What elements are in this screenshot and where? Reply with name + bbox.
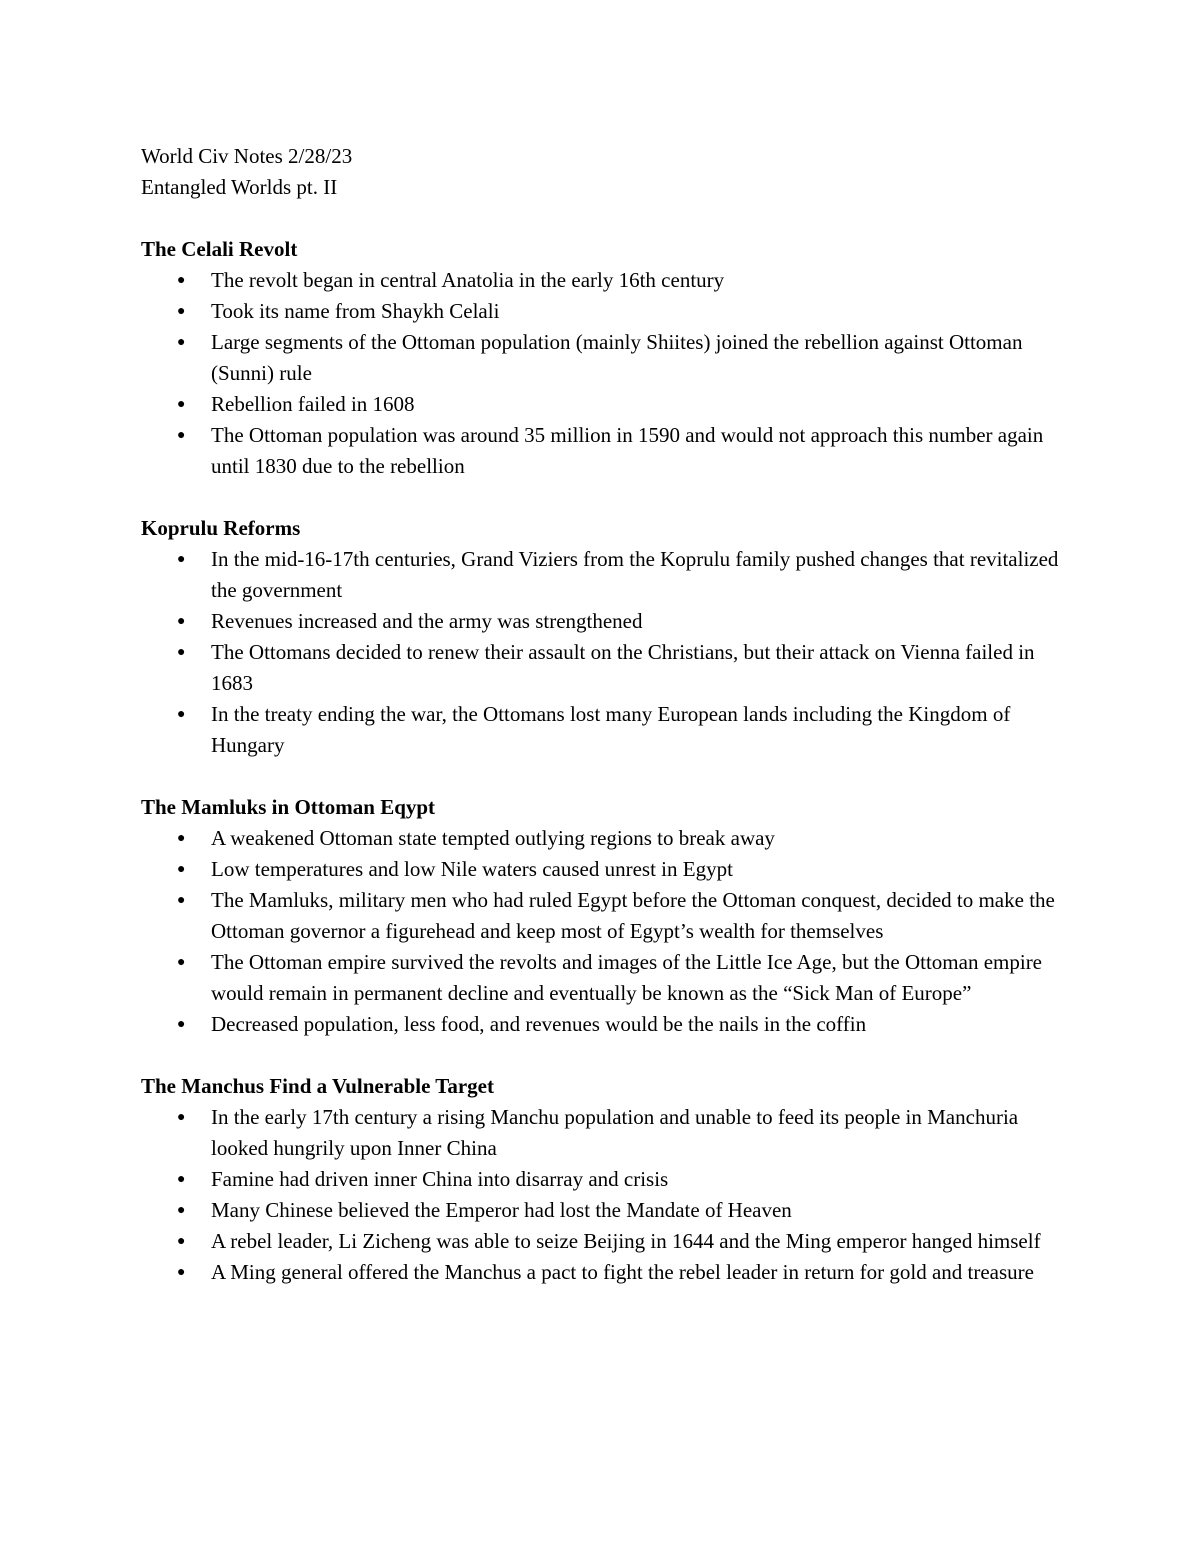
list-item-text: Rebellion failed in 1608 <box>211 392 415 416</box>
list-item-text: The Ottoman population was around 35 million in 1590 and would not approach this number again until 1830 due to the rebellion <box>211 423 1044 478</box>
list-item <box>141 1009 1071 1040</box>
bullet-icon: ● <box>177 397 186 412</box>
list-item <box>141 699 1071 761</box>
list-item-text: Low temperatures and low Nile waters caused unrest in Egypt <box>211 857 733 881</box>
document-page <box>141 141 1071 1288</box>
bullet-icon: ● <box>177 552 186 567</box>
document-title: World Civ Notes 2/28/23 <box>141 144 353 168</box>
list-item <box>141 885 1071 947</box>
bullet-list <box>141 265 1071 482</box>
section-heading: Koprulu Reforms <box>141 516 301 540</box>
list-item-text: The Ottomans decided to renew their assault on the Christians, but their attack on Vienna failed in 1683 <box>211 640 1035 695</box>
bullet-list <box>141 1102 1071 1288</box>
section-heading: The Manchus Find a Vulnerable Target <box>141 1074 494 1098</box>
bullet-icon: ● <box>177 831 186 846</box>
list-item <box>141 1102 1071 1164</box>
list-item-text: Many Chinese believed the Emperor had lost the Mandate of Heaven <box>211 1198 792 1222</box>
list-item-text: The Ottoman empire survived the revolts and images of the Little Ice Age, but the Ottoman empire would remain in permanent decline and eventually be known as the “Sick Man of Europe” <box>211 950 1043 1005</box>
bullet-icon: ● <box>177 893 186 908</box>
section-spacer <box>141 761 1071 792</box>
list-item-text: Decreased population, less food, and revenues would be the nails in the coffin <box>211 1012 867 1036</box>
notes-body <box>141 203 1071 1288</box>
section-spacer <box>141 203 1071 234</box>
list-item <box>141 327 1071 389</box>
bullet-icon: ● <box>177 1203 186 1218</box>
bullet-icon: ● <box>177 955 186 970</box>
bullet-icon: ● <box>177 1110 186 1125</box>
list-item-text: A rebel leader, Li Zicheng was able to seize Beijing in 1644 and the Ming emperor hanged himself <box>211 1229 1041 1253</box>
bullet-list <box>141 823 1071 1040</box>
bullet-icon: ● <box>177 1265 186 1280</box>
bullet-icon: ● <box>177 1017 186 1032</box>
section-spacer <box>141 1040 1071 1071</box>
bullet-icon: ● <box>177 1234 186 1249</box>
list-item <box>141 389 1071 420</box>
list-item-text: A Ming general offered the Manchus a pact to fight the rebel leader in return for gold and treasure <box>211 1260 1034 1284</box>
list-item-text: Took its name from Shaykh Celali <box>211 299 500 323</box>
bullet-icon: ● <box>177 862 186 877</box>
list-item-text: In the early 17th century a rising Manchu population and unable to feed its people in Manchuria looked hungrily upon Inner China <box>211 1105 1019 1160</box>
document-subtitle: Entangled Worlds pt. II <box>141 175 338 199</box>
list-item <box>141 420 1071 482</box>
bullet-icon: ● <box>177 273 186 288</box>
list-item <box>141 296 1071 327</box>
bullet-icon: ● <box>177 335 186 350</box>
list-item-text: Revenues increased and the army was strengthened <box>211 609 643 633</box>
list-item-text: In the mid-16-17th centuries, Grand Viziers from the Koprulu family pushed changes that revitalized the government <box>211 547 1059 602</box>
list-item-text: Large segments of the Ottoman population (mainly Shiites) joined the rebellion against Ottoman (Sunni) rule <box>211 330 1023 385</box>
list-item <box>141 1257 1071 1288</box>
bullet-icon: ● <box>177 428 186 443</box>
list-item-text: In the treaty ending the war, the Ottomans lost many European lands including the Kingdom of Hungary <box>211 702 1011 757</box>
list-item-text: Famine had driven inner China into disarray and crisis <box>211 1167 669 1191</box>
list-item-text: A weakened Ottoman state tempted outlying regions to break away <box>211 826 775 850</box>
list-item-text: The revolt began in central Anatolia in the early 16th century <box>211 268 725 292</box>
list-item <box>141 1226 1071 1257</box>
list-item <box>141 823 1071 854</box>
list-item <box>141 1195 1071 1226</box>
list-item <box>141 637 1071 699</box>
list-item <box>141 265 1071 296</box>
list-item <box>141 947 1071 1009</box>
bullet-icon: ● <box>177 707 186 722</box>
section-spacer <box>141 482 1071 513</box>
list-item-text: The Mamluks, military men who had ruled Egypt before the Ottoman conquest, decided to make the Ottoman governor a figurehead and keep most of Egypt’s wealth for themselves <box>211 888 1055 943</box>
section-heading: The Celali Revolt <box>141 237 298 261</box>
bullet-list <box>141 544 1071 761</box>
bullet-icon: ● <box>177 645 186 660</box>
bullet-icon: ● <box>177 1172 186 1187</box>
section-heading: The Mamluks in Ottoman Eqypt <box>141 795 436 819</box>
list-item <box>141 1164 1071 1195</box>
list-item <box>141 854 1071 885</box>
list-item <box>141 606 1071 637</box>
list-item <box>141 544 1071 606</box>
bullet-icon: ● <box>177 614 186 629</box>
bullet-icon: ● <box>177 304 186 319</box>
